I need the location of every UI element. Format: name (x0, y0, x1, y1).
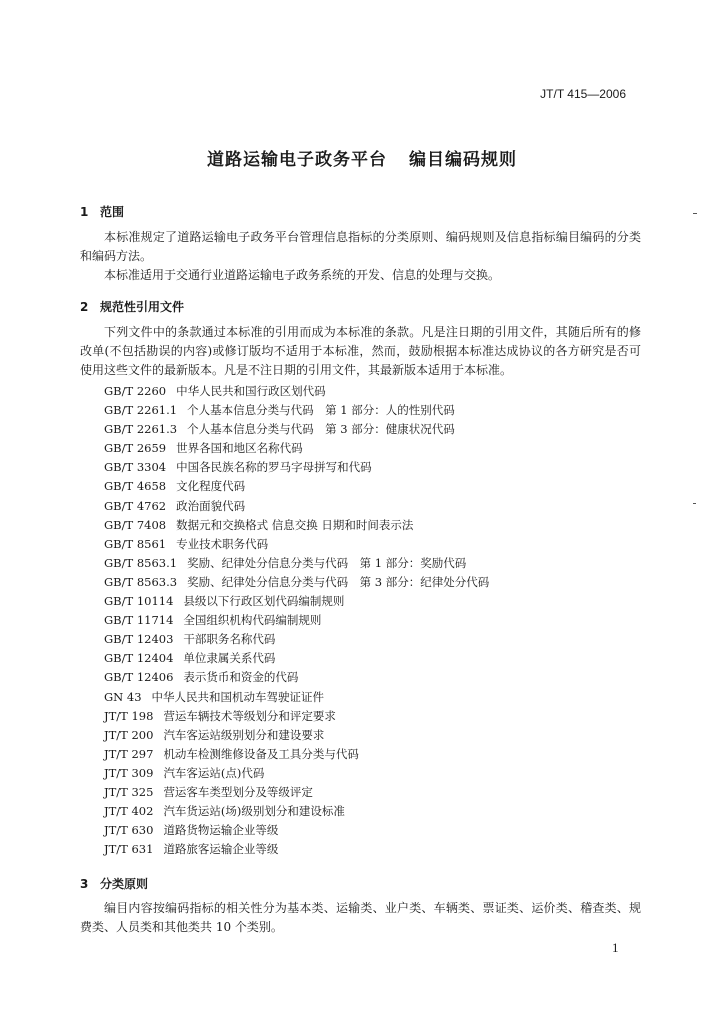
section-title: 规范性引用文件 (100, 300, 185, 314)
reference-code: GB/T 4658 (104, 479, 167, 494)
reference-title: 机动车检测维修设备及工具分类与代码 (163, 746, 359, 761)
reference-code: GN 43 (104, 689, 142, 704)
section-1-paragraph-2: 本标准适用于交通行业道路运输电子政务系统的开发、信息的处理与交换。 (104, 268, 501, 282)
section-title: 分类原则 (100, 877, 149, 891)
page-number: 1 (612, 940, 619, 955)
document-title (0, 145, 724, 170)
section-number: 2 (80, 300, 89, 314)
reference-item (104, 821, 489, 840)
reference-title: 营运客车类型划分及等级评定 (163, 784, 313, 799)
reference-code: GB/T 8561 (104, 536, 167, 551)
title-part1: 道路运输电子政务平台 (207, 150, 387, 170)
scan-speck (693, 503, 696, 504)
reference-item (104, 802, 489, 821)
reference-code: JT/T 200 (104, 727, 154, 742)
reference-item (104, 726, 489, 745)
reference-item (104, 535, 489, 554)
reference-title: 专业技术职务代码 (176, 536, 269, 551)
reference-code: GB/T 7408 (104, 517, 167, 532)
reference-code: GB/T 12404 (104, 651, 174, 666)
reference-code: GB/T 2261.1 (104, 403, 178, 418)
reference-item (104, 573, 489, 592)
reference-code: JT/T 198 (104, 708, 154, 723)
reference-title: 奖励、纪律处分信息分类与代码 第 3 部分：纪律处分代码 (187, 574, 490, 589)
reference-code: JT/T 325 (104, 784, 154, 799)
reference-title: 个人基本信息分类与代码 第 3 部分：健康状况代码 (187, 422, 455, 437)
reference-title: 全国组织机构代码编制规则 (183, 613, 322, 628)
reference-item (104, 554, 489, 573)
reference-item (104, 668, 489, 687)
section-2-paragraph-1: 下列文件中的条款通过本标准的引用而成为本标准的条款。凡是注日期的引用文件，其随后所有的修改单(不包括勘误的内容)或修订版均不适用于本标准，然而，鼓励根据本标准达成协议的各方研究是否可使用这些文件的最新版本。凡是不注日期的引用文件，其最新版本适用于本标准。 (80, 325, 641, 377)
reference-item (104, 649, 489, 668)
reference-item (104, 516, 489, 535)
section-1-heading (80, 203, 124, 220)
reference-code: GB/T 2260 (104, 384, 167, 398)
section-number: 1 (80, 205, 89, 219)
reference-title: 世界各国和地区名称代码 (176, 441, 303, 456)
reference-code: JT/T 309 (104, 765, 154, 780)
reference-title: 汽车客运站级别划分和建设要求 (163, 727, 325, 742)
standard-number: JT/T 415—2006 (540, 87, 626, 101)
scan-speck (693, 213, 697, 214)
normative-reference-list (104, 382, 489, 859)
reference-code: GB/T 12406 (104, 670, 174, 685)
reference-item (104, 477, 489, 496)
reference-code: GB/T 8563.1 (104, 555, 178, 570)
section-3-heading (80, 875, 148, 892)
reference-title: 营运车辆技术等级划分和评定要求 (163, 708, 336, 723)
reference-item (104, 382, 489, 401)
reference-item (104, 420, 489, 439)
reference-title: 单位隶属关系代码 (183, 651, 276, 666)
reference-title: 中华人民共和国机动车驾驶证证件 (151, 689, 325, 704)
reference-title: 表示货币和资金的代码 (183, 670, 299, 685)
reference-title: 县级以下行政区划代码编制规则 (183, 594, 345, 609)
reference-title: 汽车货运站(场)级别划分和建设标准 (163, 804, 345, 819)
reference-item (104, 840, 489, 859)
reference-item (104, 592, 489, 611)
reference-item (104, 458, 489, 477)
reference-item (104, 745, 489, 764)
reference-title: 中国各民族名称的罗马字母拼写和代码 (176, 460, 372, 475)
reference-item (104, 707, 489, 726)
reference-item (104, 688, 489, 707)
reference-code: GB/T 2261.3 (104, 422, 178, 437)
reference-code: JT/T 297 (104, 746, 154, 761)
reference-code: GB/T 4762 (104, 498, 167, 513)
reference-title: 道路货物运输企业等级 (163, 823, 279, 838)
reference-item (104, 783, 489, 802)
reference-title: 文化程度代码 (176, 479, 246, 494)
section-1-paragraph-1: 本标准规定了道路运输电子政务平台管理信息指标的分类原则、编码规则及信息指标编目编码的分类和编码方法。 (80, 230, 641, 263)
reference-title: 个人基本信息分类与代码 第 1 部分：人的性别代码 (187, 403, 455, 418)
reference-item (104, 611, 489, 630)
section-3-paragraph-1: 编目内容按编码指标的相关性分为基本类、运输类、业户类、车辆类、票证类、运价类、稽查类、规费类、人员类和其他类共 10 个类别。 (80, 901, 641, 934)
reference-item (104, 401, 489, 420)
reference-item (104, 630, 489, 649)
section-2-heading (80, 298, 184, 315)
reference-code: GB/T 10114 (104, 594, 174, 609)
reference-title: 政治面貌代码 (176, 498, 246, 513)
section-number: 3 (80, 877, 89, 891)
reference-code: JT/T 631 (104, 842, 154, 857)
reference-code: JT/T 402 (104, 804, 154, 819)
reference-item (104, 497, 489, 516)
reference-code: GB/T 3304 (104, 460, 167, 475)
reference-item (104, 764, 489, 783)
reference-code: GB/T 12403 (104, 632, 174, 647)
reference-title: 奖励、纪律处分信息分类与代码 第 1 部分：奖励代码 (187, 555, 467, 570)
reference-code: GB/T 2659 (104, 441, 167, 456)
reference-title: 中华人民共和国行政区划代码 (176, 384, 326, 398)
reference-title: 道路旅客运输企业等级 (163, 842, 279, 857)
reference-code: JT/T 630 (104, 823, 154, 838)
reference-code: GB/T 8563.3 (104, 574, 178, 589)
reference-title: 数据元和交换格式 信息交换 日期和时间表示法 (176, 517, 414, 532)
reference-code: GB/T 11714 (104, 613, 174, 628)
reference-title: 汽车客运站(点)代码 (163, 765, 265, 780)
reference-item (104, 439, 489, 458)
section-title: 范围 (100, 205, 125, 219)
title-part2: 编目编码规则 (409, 150, 517, 170)
reference-title: 干部职务名称代码 (183, 632, 276, 647)
